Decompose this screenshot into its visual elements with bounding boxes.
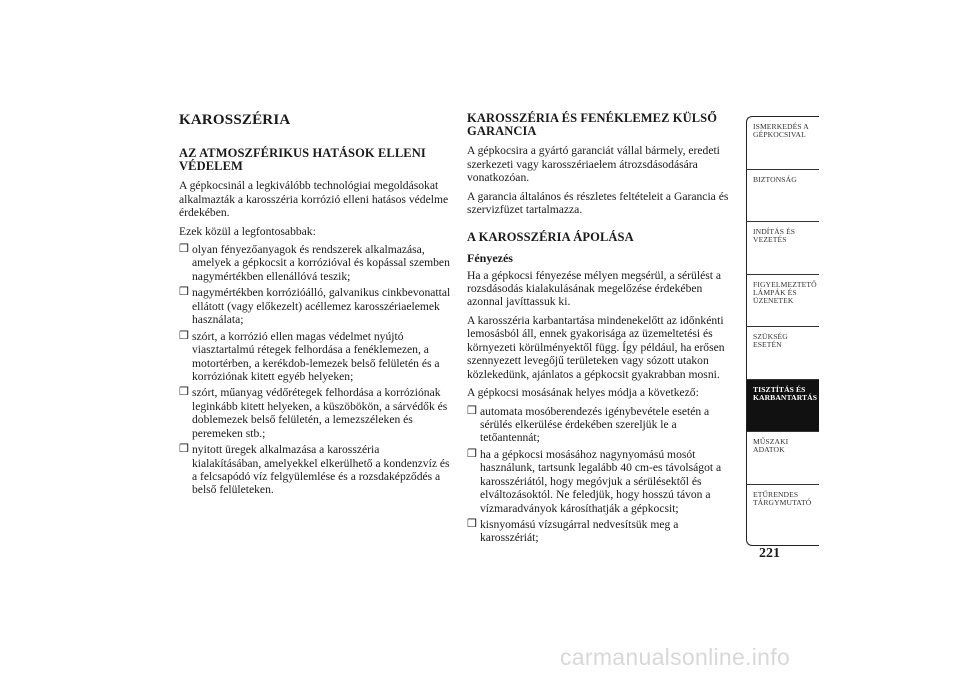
right-column <box>467 112 739 549</box>
checkbox-bullet-icon: ❒ <box>467 447 477 460</box>
checkbox-bullet-icon: ❒ <box>467 404 477 417</box>
checkbox-bullet-icon: ❒ <box>179 243 189 255</box>
list-item: ❒ kisnyomású vízsugárral nedvesítsük meg a karosszériát; <box>467 518 679 545</box>
list-item: ❒ ha a gépkocsi mosásához nagynyomású mosót használunk, tartsunk legalább 40 cm-es távolságot a karosszériától, hogy megóvjuk a sérülésektől és elváltozásoktól. Ne feledjük, hogy hosszú távon a vízmaradványok károsíthatják a gépkocsit; <box>467 447 722 515</box>
warranty-paragraph-1: A gépkocsira a gyártó garanciát vállal bármely, eredeti szerkezeti vagy karosszériaelem átrozsdásodására vonatkozóan. <box>467 144 720 185</box>
list-item: ❒ nagymértékben korrózióálló, galvanikus cinkbevonattal ellátott (vagy előkezelt) acéllemez karosszériaelemek használata; <box>179 286 451 327</box>
checkbox-bullet-icon: ❒ <box>179 386 189 399</box>
care-paragraph-3: A gépkocsi mosásának helyes módja a következő: <box>467 386 699 400</box>
washing-list <box>467 405 739 545</box>
checkbox-bullet-icon: ❒ <box>179 329 189 342</box>
page-number: 221 <box>759 546 780 561</box>
checkbox-bullet-icon: ❒ <box>179 443 189 456</box>
lead-paragraph: Ezek közül a legfontosabbak: <box>179 224 316 238</box>
intro-paragraph: A gépkocsinál a legkiválóbb technológiai megoldásokat alkalmazták a karosszéria korrózió elleni hatásos védelme érdekében. <box>179 179 449 220</box>
care-paragraph-1: Ha a gépkocsi fényezése mélyen megsérül, a sérülést a rozsdásodás kialakulásának megelőzése érdekében azonnal javíttassuk ki. <box>467 268 721 309</box>
section-heading-care: A KAROSSZÉRIA ÁPOLÁSA <box>467 230 634 245</box>
left-column <box>179 112 451 501</box>
care-paragraph-2: A karosszéria karbantartása mindenekelőtt az időnkénti lemosásból áll, ennek gyakorisága az üzemeltetési és környezeti körülményektől függ. Így például, ha erősen szennyezett levegőjű területeken vagy sózott utakon közlekedünk, ajánlatos a gépkocsit gyakrabban mosni. <box>467 313 725 381</box>
tab-starting-driving[interactable]: INDÍTÁS ÉS VEZETÉS <box>747 222 819 275</box>
section-heading-warranty: KAROSSZÉRIA ÉS FENÉKLEMEZ KÜLSŐ GARANCIA <box>467 111 718 139</box>
subheading-paint: Fényezés <box>467 250 513 265</box>
tab-warning-lights[interactable]: FIGYELMEZTETŐ LÁMPÁK ÉS ÜZENETEK <box>747 275 819 328</box>
chapter-tabs <box>746 116 819 546</box>
list-item: ❒ olyan fényezőanyagok és rendszerek alkalmazása, amelyek a gépkocsit a korrózióval és kopással szemben nagymértékben ellenállóvá teszik; <box>179 243 450 283</box>
watermark: carmanualsonline.info <box>560 644 791 670</box>
checkbox-bullet-icon: ❒ <box>467 518 477 530</box>
section-heading-atmospheric: AZ ATMOSZFÉRIKUS HATÁSOK ELLENI VÉDELEM <box>179 146 426 174</box>
tab-emergency[interactable]: SZÜKSÉG ESETÉN <box>747 327 819 380</box>
tab-index[interactable]: ETŰRENDES TÁRGYMUTATÓ <box>753 489 812 507</box>
page-title: KAROSSZÉRIA <box>179 112 291 128</box>
list-item: ❒ nyitott üregek alkalmazása a karosszéria kialakításában, amelyekkel elkerülhető a kondenzvíz és a felcsapódó víz felgyülemlése és a rozsdaképződés a belső felületeken. <box>179 443 450 497</box>
tab-safety[interactable]: BIZTONSÁG <box>747 170 819 223</box>
tab-getting-to-know[interactable]: ISMERKEDÉS A GÉPKOCSIVAL <box>747 117 819 170</box>
checkbox-bullet-icon: ❒ <box>179 286 189 299</box>
list-item: ❒ szórt, a korrózió ellen magas védelmet nyújtó viasztartalmú rétegek felhordása a fenéklemezen, a motortérben, a kerékdob-lemezek belső felületén és a korróziónak kitett egyéb helyeken; <box>179 329 440 383</box>
warranty-paragraph-2: A garancia általános és részletes feltételeit a Garancia és szervizfüzet tartalmazza. <box>467 189 729 216</box>
protection-list <box>179 243 451 497</box>
list-item: ❒ szórt, műanyag védőrétegek felhordása a korróziónak leginkább kitett helyeken, a küszöbökön, a sárvédők és doblemezek belső felületén, a lemezszéleken és peremeken stb.; <box>179 386 448 440</box>
tab-technical-data[interactable]: MŰSZAKI ADATOK <box>747 432 819 485</box>
list-item: ❒ automata mosóberendezés igénybevétele esetén a sérülés elkerülése érdekében szereljük le a tetőantennát; <box>467 404 710 445</box>
tab-maintenance[interactable]: TISZTÍTÁS ÉS KARBANTARTÁS <box>747 380 819 433</box>
